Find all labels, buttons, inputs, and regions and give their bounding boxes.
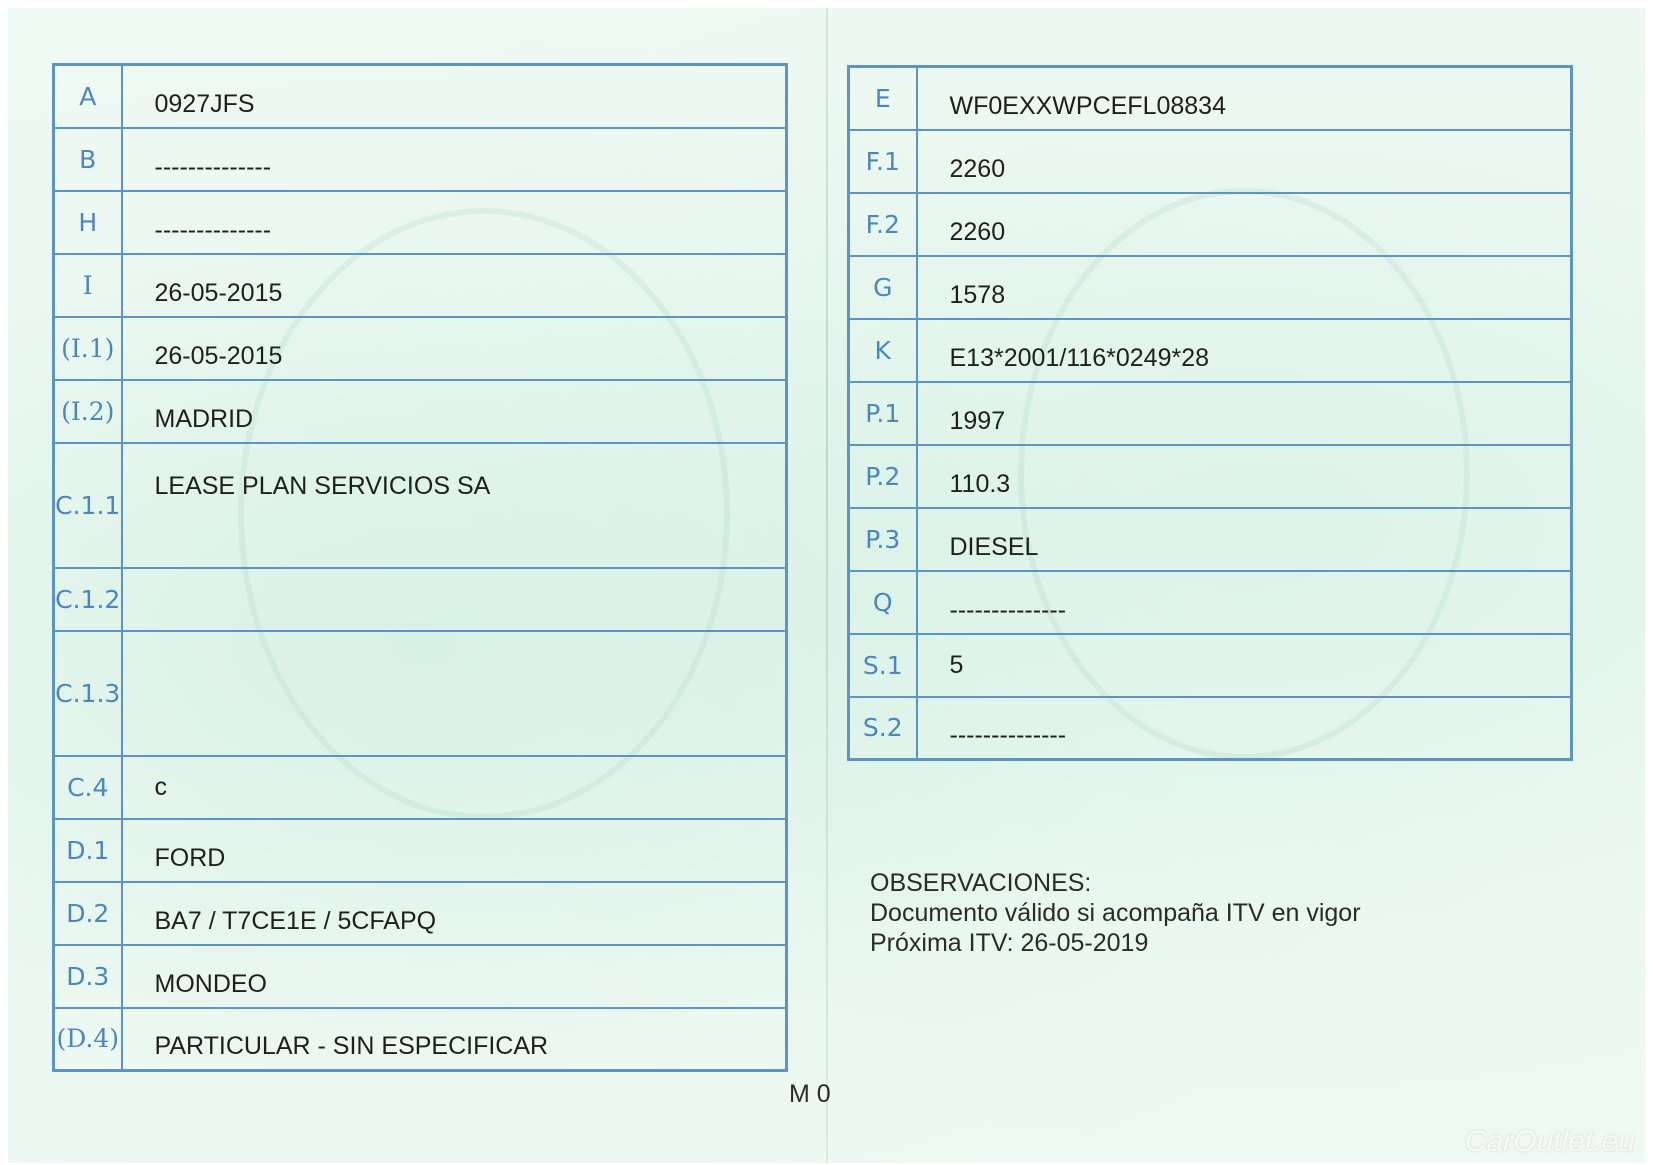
field-value: MADRID xyxy=(122,380,787,443)
field-label: E xyxy=(849,67,917,130)
field-value: 1997 xyxy=(917,382,1572,445)
field-value xyxy=(122,631,787,756)
table-row xyxy=(849,445,1572,508)
field-label: Q xyxy=(849,571,917,634)
field-label: H xyxy=(54,191,122,254)
field-value: c xyxy=(122,756,787,819)
field-value: 5 xyxy=(917,634,1572,697)
table-row xyxy=(849,319,1572,382)
table-row xyxy=(54,819,787,882)
field-label: D.3 xyxy=(54,945,122,1008)
table-row xyxy=(54,945,787,1008)
field-label: B xyxy=(54,128,122,191)
table-row xyxy=(849,193,1572,256)
table-row xyxy=(849,130,1572,193)
field-label: S.2 xyxy=(849,697,917,760)
field-label: F.2 xyxy=(849,193,917,256)
field-value: 2260 xyxy=(917,193,1572,256)
table-row xyxy=(54,317,787,380)
field-value: 1578 xyxy=(917,256,1572,319)
field-label: (D.4) xyxy=(54,1008,122,1071)
left-data-table xyxy=(52,63,788,1072)
field-label: D.1 xyxy=(54,819,122,882)
field-value: 2260 xyxy=(917,130,1572,193)
site-watermark: CarOutlet.eu xyxy=(1464,1125,1635,1158)
observations-title: OBSERVACIONES: xyxy=(870,869,1092,897)
field-value xyxy=(122,568,787,631)
field-value: -------------- xyxy=(917,697,1572,760)
center-fold xyxy=(826,8,828,1163)
field-label: A xyxy=(54,65,122,128)
table-row xyxy=(849,256,1572,319)
field-value: E13*2001/116*0249*28 xyxy=(917,319,1572,382)
field-label: C.4 xyxy=(54,756,122,819)
table-row xyxy=(849,571,1572,634)
field-label: C.1.3 xyxy=(54,631,122,756)
field-label: D.2 xyxy=(54,882,122,945)
table-row xyxy=(849,382,1572,445)
table-row xyxy=(849,508,1572,571)
field-value: 26-05-2015 xyxy=(122,254,787,317)
table-row xyxy=(54,756,787,819)
table-row xyxy=(54,254,787,317)
field-label: F.1 xyxy=(849,130,917,193)
field-value: -------------- xyxy=(122,128,787,191)
field-label: P.3 xyxy=(849,508,917,571)
field-label: C.1.1 xyxy=(54,443,122,568)
table-row xyxy=(54,128,787,191)
observations-line: Próxima ITV: 26-05-2019 xyxy=(870,929,1149,957)
observations-block xyxy=(870,868,1361,958)
field-value: -------------- xyxy=(122,191,787,254)
table-row xyxy=(849,67,1572,130)
field-value: FORD xyxy=(122,819,787,882)
footer-code: M 0 xyxy=(789,1080,831,1108)
table-row xyxy=(849,634,1572,697)
field-value: BA7 / T7CE1E / 5CFAPQ xyxy=(122,882,787,945)
table-row xyxy=(54,443,787,568)
field-label: I xyxy=(54,254,122,317)
field-value: MONDEO xyxy=(122,945,787,1008)
field-label: G xyxy=(849,256,917,319)
field-label: (I.1) xyxy=(54,317,122,380)
field-value: 110.3 xyxy=(917,445,1572,508)
field-value: 0927JFS xyxy=(122,65,787,128)
field-value: PARTICULAR - SIN ESPECIFICAR xyxy=(122,1008,787,1071)
field-value: LEASE PLAN SERVICIOS SA xyxy=(122,443,787,568)
table-row xyxy=(54,380,787,443)
field-label: (I.2) xyxy=(54,380,122,443)
field-label: P.2 xyxy=(849,445,917,508)
table-row xyxy=(54,1008,787,1071)
field-value: -------------- xyxy=(917,571,1572,634)
field-label: C.1.2 xyxy=(54,568,122,631)
field-label: P.1 xyxy=(849,382,917,445)
table-row xyxy=(54,631,787,756)
right-data-table xyxy=(847,65,1573,761)
field-value: WF0EXXWPCEFL08834 xyxy=(917,67,1572,130)
field-label: S.1 xyxy=(849,634,917,697)
observations-line: Documento válido si acompaña ITV en vigor xyxy=(870,899,1361,927)
table-row xyxy=(54,191,787,254)
field-label: K xyxy=(849,319,917,382)
field-value: DIESEL xyxy=(917,508,1572,571)
table-row xyxy=(849,697,1572,760)
table-row xyxy=(54,882,787,945)
table-row xyxy=(54,568,787,631)
table-row xyxy=(54,65,787,128)
field-value: 26-05-2015 xyxy=(122,317,787,380)
